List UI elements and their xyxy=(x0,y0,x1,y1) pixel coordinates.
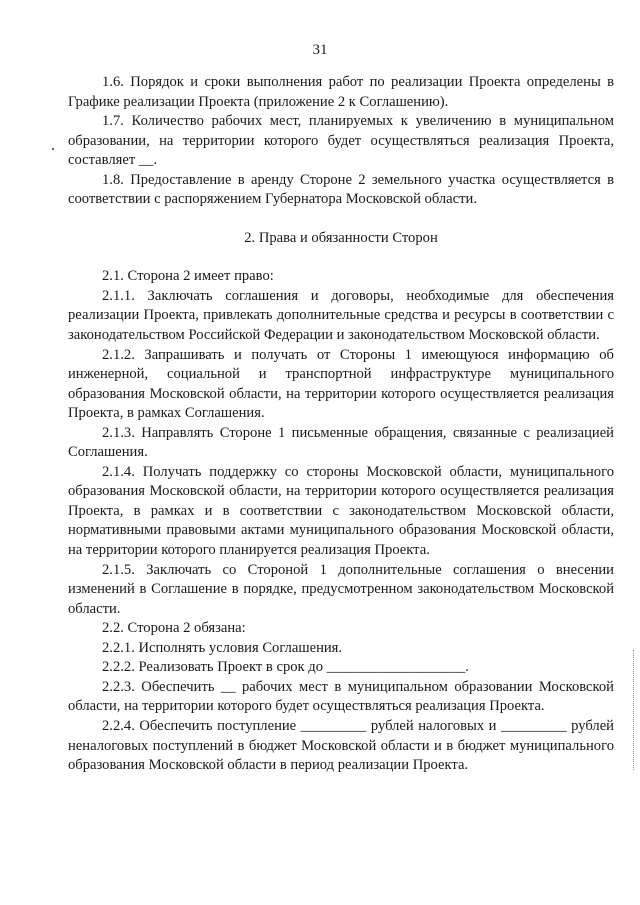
clause-2-1-1: 2.1.1. Заключать соглашения и договоры, необходимые для обеспечения реализации Проекта, привлекать дополнительные средства и ресурсы в соответствии с законодательством Российской Федерации и законодательством Московской области. xyxy=(68,287,614,344)
clause-2-2: 2.2. Сторона 2 обязана: xyxy=(102,620,246,637)
clause-2-1-3: 2.1.3. Направлять Стороне 1 письменные обращения, связанные с реализацией Соглашения. xyxy=(68,424,614,461)
section-2-title: 2. Права и обязанности Сторон xyxy=(244,229,438,246)
clause-1-7: 1.7. Количество рабочих мест, планируемых к увеличению в муниципальном образовании, на территории которого будет осуществляться реализация Проекта, составляет __. xyxy=(68,113,614,169)
margin-mark xyxy=(52,148,54,150)
document-body xyxy=(68,73,614,776)
scan-edge-mark xyxy=(632,650,634,770)
clause-2-1: 2.1. Сторона 2 имеет право: xyxy=(102,268,274,285)
clause-2-2-4: 2.2.4. Обеспечить поступление _________ рублей налоговых и _________ рублей неналоговых поступлений в бюджет Московской области и в бюджет муниципального образования Московской области в период реализации Проекта. xyxy=(68,717,614,774)
page-number: 31 xyxy=(312,42,328,58)
clause-1-8: 1.8. Предоставление в аренду Стороне 2 земельного участка осуществляется в соответствии с распоряжением Губернатора Московской области. xyxy=(68,171,614,208)
clause-1-6: 1.6. Порядок и сроки выполнения работ по реализации Проекта определены в Графике реализации Проекта (приложение 2 к Соглашению). xyxy=(68,74,614,110)
clause-2-1-5: 2.1.5. Заключать со Стороной 1 дополнительные соглашения о внесении изменений в Соглашение в порядке, предусмотренном законодательством Московской области. xyxy=(68,561,614,617)
clause-2-2-1: 2.2.1. Исполнять условия Соглашения. xyxy=(102,639,343,656)
clause-2-2-3: 2.2.3. Обеспечить __ рабочих мест в муниципальном образовании Московской области, на территории которого будет осуществляться реализация Проекта. xyxy=(68,678,614,715)
clause-2-2-2: 2.2.2. Реализовать Проект в срок до ___________________. xyxy=(102,659,469,676)
clause-2-1-4: 2.1.4. Получать поддержку со стороны Московской области, муниципального образования Московской области, на территории которого осуществляется реализация Проекта, в рамках и в соответствии с законодательством Московской области, нормативными правовыми актами муниципального образования Московской области, на территории которого планируется реализация Проекта. xyxy=(68,463,614,559)
clause-2-1-2: 2.1.2. Запрашивать и получать от Стороны 1 имеющуюся информацию об инженерной, социальной и транспортной инфраструктуре муниципального образования Московской области, на территории которого осуществляется реализация Проекта, в рамках Соглашения. xyxy=(68,346,614,422)
